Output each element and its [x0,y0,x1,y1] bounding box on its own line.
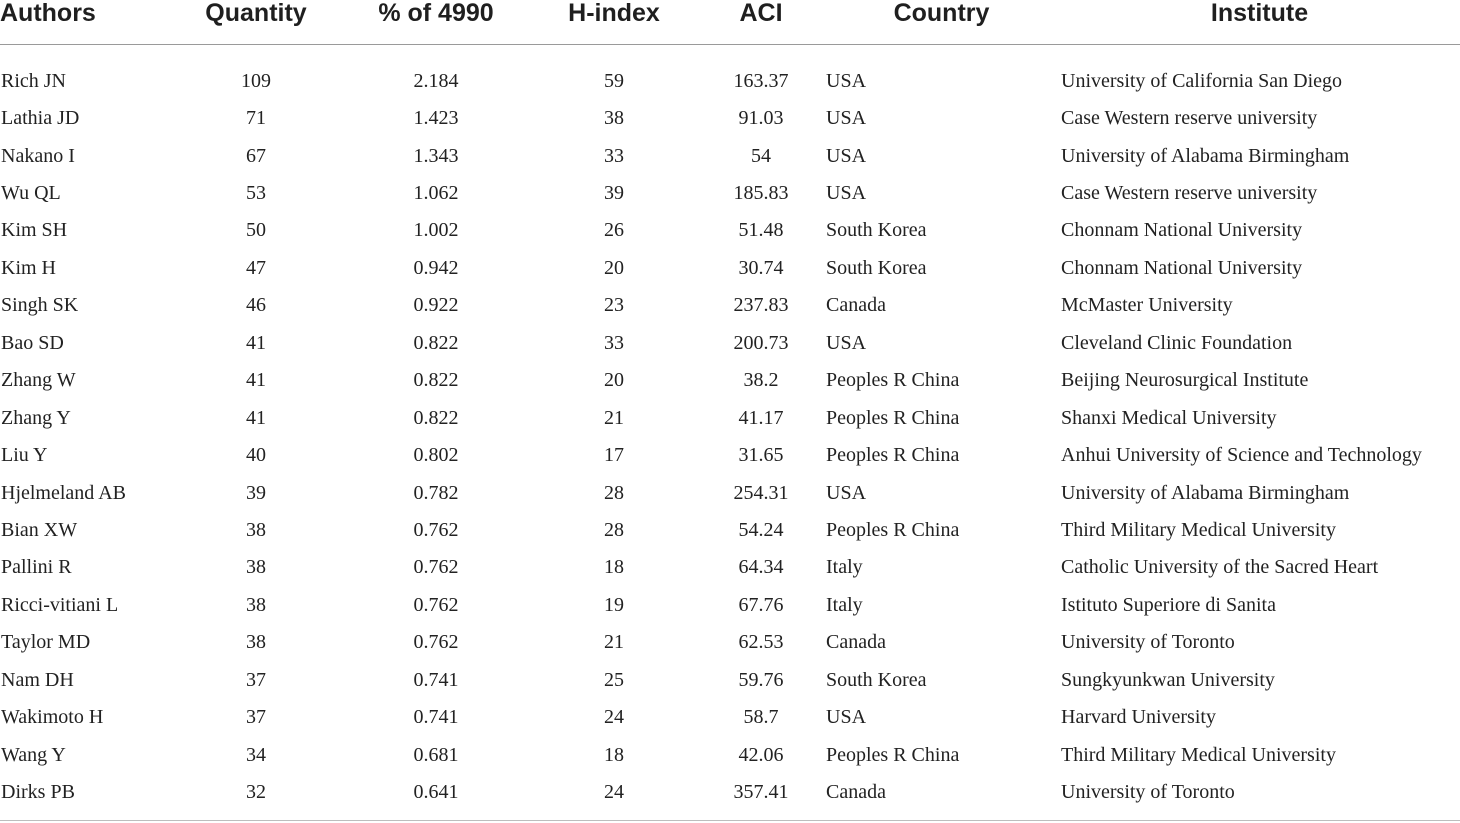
cell-institute: University of Alabama Birmingham [1061,144,1350,167]
table-row [0,511,1460,548]
cell-percent: 1.343 [413,144,459,167]
header-authors: Authors [0,0,170,45]
cell-institute: University of Alabama Birmingham [1061,481,1350,504]
cell-institute: Sungkyunkwan University [1061,668,1275,691]
cell-percent: 0.762 [413,631,459,654]
cell-country: USA [826,182,867,205]
cell-country: Peoples R China [826,518,960,541]
cell-institute: Harvard University [1061,706,1216,729]
table-row [0,736,1460,773]
cell-quantity: 67 [246,144,266,167]
cell-quantity: 53 [246,182,266,205]
header-hindex: H-index [530,0,698,45]
cell-hindex: 38 [604,107,624,130]
cell-hindex: 21 [604,406,624,429]
cell-institute: Chonnam National University [1061,256,1303,279]
table-row [0,324,1460,361]
cell-author: Bao SD [1,331,64,354]
table-row [0,137,1460,174]
cell-country: USA [826,144,867,167]
table-row [0,99,1460,136]
header-country: Country [824,0,1059,45]
cell-quantity: 50 [246,219,266,242]
cell-country: Canada [826,781,886,804]
cell-author: Zhang Y [1,406,71,429]
cell-quantity: 38 [246,518,266,541]
table-row [0,698,1460,735]
cell-aci: 58.7 [743,706,779,729]
cell-aci: 200.73 [733,331,789,354]
table-row [0,174,1460,211]
cell-quantity: 109 [241,69,271,92]
cell-institute: Istituto Superiore di Sanita [1061,593,1276,616]
cell-country: South Korea [826,668,927,691]
cell-institute: University of Toronto [1061,631,1235,654]
cell-author: Dirks PB [1,781,75,804]
cell-country: USA [826,69,867,92]
cell-hindex: 28 [604,518,624,541]
cell-hindex: 20 [604,256,624,279]
cell-aci: 51.48 [738,219,784,242]
cell-aci: 67.76 [738,593,784,616]
cell-institute: Catholic University of the Sacred Heart [1061,556,1379,579]
table-row [0,399,1460,436]
cell-author: Wu QL [1,182,61,205]
cell-quantity: 41 [246,331,266,354]
cell-quantity: 32 [246,781,266,804]
table-row [0,586,1460,623]
cell-quantity: 37 [246,706,266,729]
cell-quantity: 38 [246,593,266,616]
cell-country: Italy [826,556,863,579]
cell-percent: 2.184 [413,69,459,92]
cell-institute: Cleveland Clinic Foundation [1061,331,1293,354]
table-row [0,362,1460,399]
cell-author: Nakano I [1,144,75,167]
header-row [0,0,1460,45]
cell-quantity: 41 [246,369,266,392]
cell-percent: 0.802 [413,444,459,467]
cell-aci: 91.03 [738,107,784,130]
cell-country: Peoples R China [826,444,960,467]
cell-author: Hjelmeland AB [1,481,126,504]
cell-author: Taylor MD [1,631,91,654]
cell-aci: 38.2 [743,369,779,392]
cell-percent: 1.002 [413,219,459,242]
cell-country: South Korea [826,219,927,242]
table-row [0,773,1460,810]
cell-country: USA [826,481,867,504]
cell-hindex: 24 [604,706,624,729]
cell-hindex: 20 [604,369,624,392]
cell-percent: 0.762 [413,518,459,541]
table-row [0,549,1460,586]
cell-quantity: 40 [246,444,266,467]
cell-quantity: 39 [246,481,266,504]
cell-percent: 0.741 [413,668,459,691]
cell-country: Canada [826,294,886,317]
cell-hindex: 18 [604,743,624,766]
cell-country: USA [826,706,867,729]
cell-author: Singh SK [1,294,79,317]
cell-institute: Third Military Medical University [1061,743,1336,766]
table-bottom-rule [0,820,1460,821]
cell-quantity: 47 [246,256,266,279]
cell-author: Lathia JD [1,107,80,130]
cell-aci: 254.31 [733,481,789,504]
cell-author: Pallini R [1,556,72,579]
cell-author: Zhang W [1,369,76,392]
cell-country: Peoples R China [826,406,960,429]
cell-author: Kim SH [1,219,68,242]
cell-hindex: 17 [604,444,624,467]
cell-percent: 0.641 [413,781,459,804]
cell-author: Rich JN [1,69,66,92]
cell-aci: 185.83 [733,182,789,205]
cell-institute: University of Toronto [1061,781,1235,804]
cell-hindex: 19 [604,593,624,616]
cell-percent: 0.782 [413,481,459,504]
cell-institute: McMaster University [1061,294,1233,317]
cell-country: USA [826,331,867,354]
table-row [0,624,1460,661]
cell-author: Liu Y [1,444,48,467]
cell-author: Wakimoto H [1,706,104,729]
cell-hindex: 23 [604,294,624,317]
cell-quantity: 34 [246,743,266,766]
cell-hindex: 33 [604,144,624,167]
table-row [0,249,1460,286]
cell-aci: 59.76 [738,668,784,691]
cell-country: Peoples R China [826,743,960,766]
cell-hindex: 21 [604,631,624,654]
cell-hindex: 59 [604,69,624,92]
cell-institute: Shanxi Medical University [1061,406,1277,429]
cell-author: Ricci-vitiani L [1,593,119,616]
cell-aci: 163.37 [733,69,789,92]
cell-institute: Beijing Neurosurgical Institute [1061,369,1309,392]
cell-percent: 1.062 [413,182,459,205]
cell-percent: 0.822 [413,406,459,429]
cell-percent: 0.741 [413,706,459,729]
cell-country: USA [826,107,867,130]
table-row [0,661,1460,698]
cell-aci: 64.34 [738,556,784,579]
cell-percent: 0.822 [413,331,459,354]
cell-author: Kim H [1,256,56,279]
header-aci: ACI [698,0,824,45]
cell-aci: 54 [751,144,771,167]
cell-hindex: 26 [604,219,624,242]
header-institute: Institute [1059,0,1460,45]
cell-institute: Chonnam National University [1061,219,1303,242]
cell-institute: University of California San Diego [1061,69,1343,92]
table-row [0,436,1460,473]
table-row [0,474,1460,511]
cell-quantity: 46 [246,294,266,317]
table-row [0,212,1460,249]
cell-hindex: 24 [604,781,624,804]
cell-hindex: 39 [604,182,624,205]
cell-country: South Korea [826,256,927,279]
cell-quantity: 38 [246,631,266,654]
cell-hindex: 33 [604,331,624,354]
header-percent: % of 4990 [342,0,530,45]
cell-aci: 30.74 [738,256,784,279]
cell-institute: Third Military Medical University [1061,518,1336,541]
table-body [0,45,1460,811]
cell-aci: 357.41 [733,781,789,804]
cell-author: Wang Y [1,743,66,766]
cell-aci: 54.24 [738,518,784,541]
cell-percent: 1.423 [413,107,459,130]
cell-percent: 0.942 [413,256,459,279]
header-quantity: Quantity [170,0,342,45]
cell-institute: Case Western reserve university [1061,182,1318,205]
cell-author: Nam DH [1,668,74,691]
cell-aci: 62.53 [738,631,784,654]
cell-percent: 0.822 [413,369,459,392]
cell-percent: 0.762 [413,556,459,579]
table-row [0,45,1460,100]
cell-quantity: 38 [246,556,266,579]
cell-country: Italy [826,593,863,616]
cell-aci: 237.83 [733,294,789,317]
cell-country: Peoples R China [826,369,960,392]
cell-aci: 42.06 [738,743,784,766]
cell-percent: 0.681 [413,743,459,766]
cell-aci: 31.65 [738,444,784,467]
cell-hindex: 25 [604,668,624,691]
cell-quantity: 41 [246,406,266,429]
cell-hindex: 28 [604,481,624,504]
cell-percent: 0.922 [413,294,459,317]
cell-percent: 0.762 [413,593,459,616]
cell-institute: Anhui University of Science and Technology [1061,444,1422,467]
cell-quantity: 37 [246,668,266,691]
table-header [0,0,1460,45]
cell-institute: Case Western reserve university [1061,107,1318,130]
cell-aci: 41.17 [738,406,784,429]
cell-country: Canada [826,631,886,654]
cell-author: Bian XW [1,518,78,541]
cell-hindex: 18 [604,556,624,579]
cell-quantity: 71 [246,107,266,130]
table-row [0,287,1460,324]
